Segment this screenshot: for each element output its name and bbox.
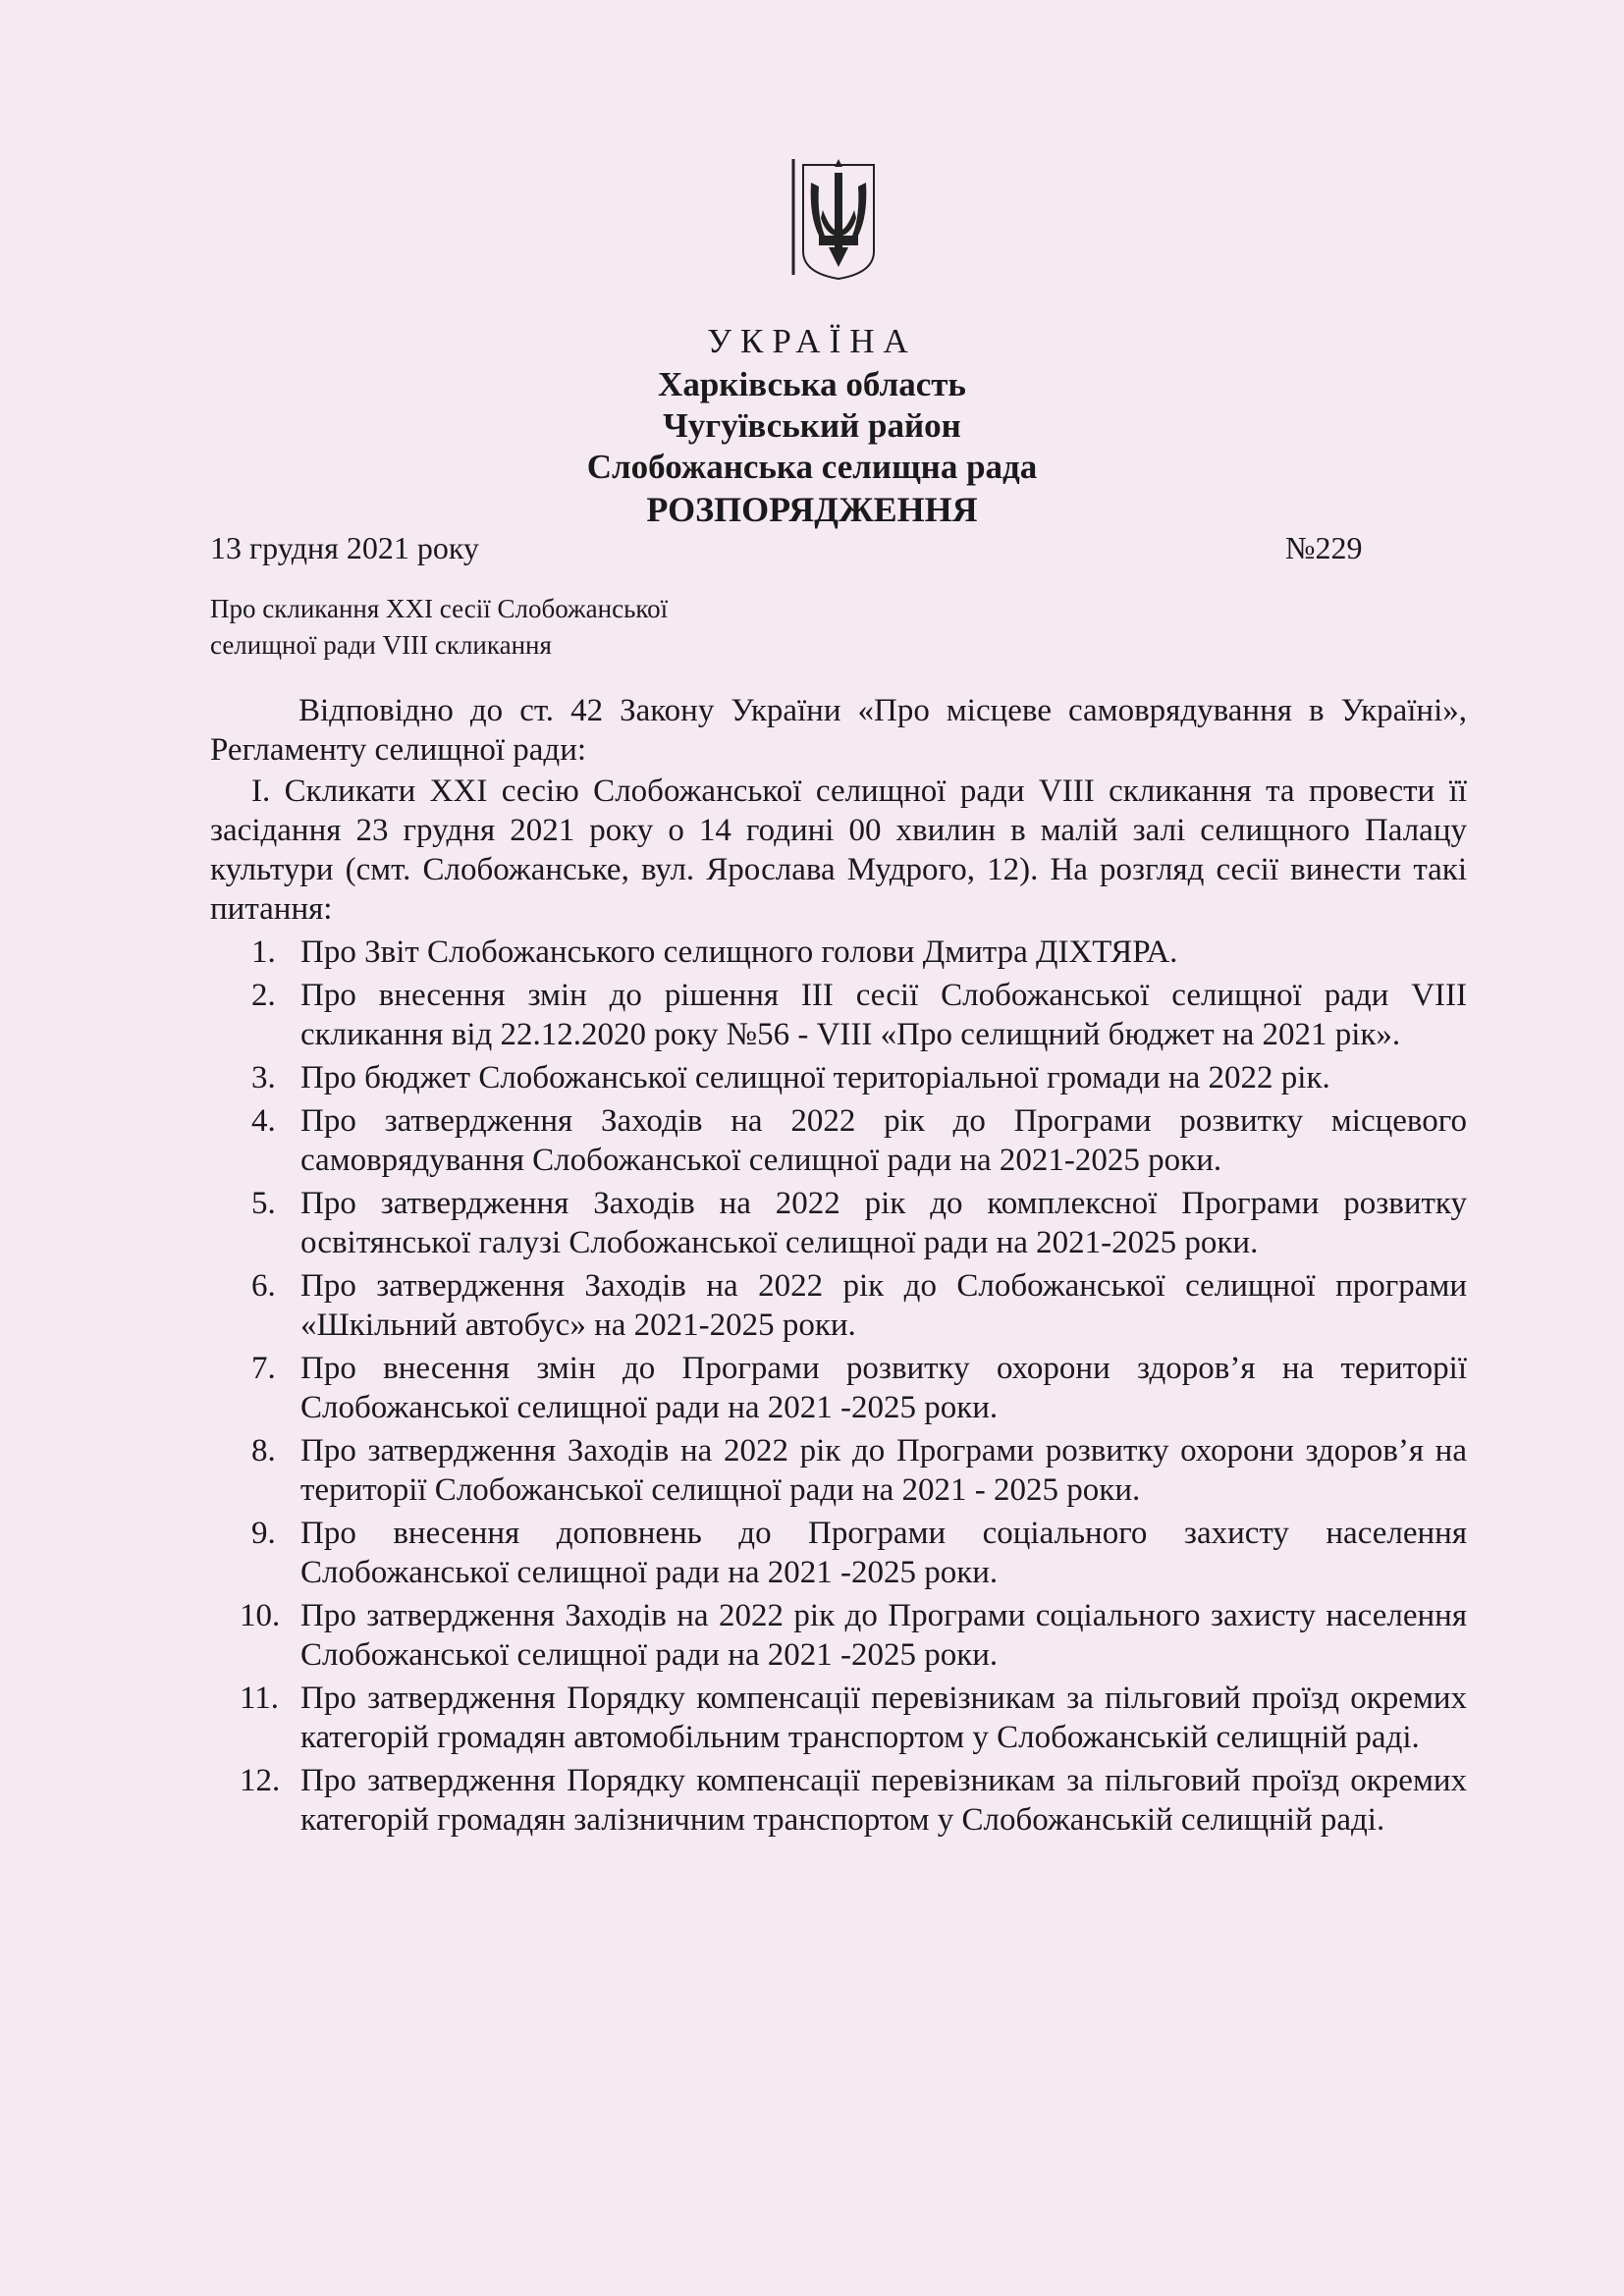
agenda-item-number: 5.	[251, 1186, 276, 1221]
agenda-item	[210, 1596, 1467, 1675]
agenda-item-number: 2.	[251, 978, 276, 1013]
subject-line: Про скликання XXI сесії Слобожанської	[210, 594, 669, 623]
country-heading: УКРАЇНА	[707, 322, 917, 360]
agenda-item-text: Про затвердження Заходів на 2022 рік до Слобожанської селищної програми «Шкільний автобус» на 2021-2025 роки.	[300, 1268, 1467, 1343]
agenda-item	[210, 1349, 1467, 1427]
agenda-item-number: 1.	[251, 934, 276, 970]
agenda-item-number: 9.	[251, 1516, 276, 1551]
agenda-item-text: Про бюджет Слобожанської селищної територіальної громади на 2022 рік.	[300, 1060, 1330, 1095]
council-heading: Слобожанська селищна рада	[586, 448, 1038, 486]
agenda-item-number: 10.	[240, 1598, 281, 1633]
trident-emblem-icon	[789, 157, 888, 283]
agenda-item-text: Про затвердження Порядку компенсації перевізникам за пільговий проїзд окремих категорій громадян автомобільним транспортом у Слобожанській селищній раді.	[300, 1681, 1467, 1755]
raion-heading: Чугуївський район	[663, 406, 961, 445]
agenda-item	[210, 1431, 1467, 1510]
agenda-item-number: 6.	[251, 1268, 276, 1304]
agenda-item-number: 8.	[251, 1433, 276, 1468]
agenda-item	[210, 1266, 1467, 1345]
agenda-item	[210, 976, 1467, 1054]
document-subject	[210, 591, 956, 664]
agenda-item	[210, 1101, 1467, 1180]
agenda-list	[210, 933, 1467, 1840]
document-number: №229	[1285, 530, 1363, 565]
agenda-item-text: Про затвердження Заходів на 2022 рік до комплексної Програми розвитку освітянської галузі Слобожанської селищної ради на 2021-2025 роки.	[300, 1186, 1467, 1260]
oblast-heading: Харківська область	[658, 365, 966, 403]
agenda-item-text: Про затвердження Порядку компенсації перевізникам за пільговий проїзд окремих категорій громадян залізничним транспортом у Слобожанській селищній раді.	[300, 1763, 1467, 1838]
agenda-item	[210, 1679, 1467, 1757]
agenda-item-text: Про внесення доповнень до Програми соціального захисту населення Слобожанської селищної ради на 2021 -2025 роки.	[300, 1516, 1467, 1590]
document-body	[210, 691, 1467, 1840]
agenda-item	[210, 1184, 1467, 1262]
agenda-item	[210, 933, 1467, 972]
agenda-item-text: Про внесення змін до рішення III сесії Слобожанської селищної ради VIII скликання від 22.12.2020 року №56 - VIII «Про селищний бюджет на 2021 рік».	[300, 978, 1467, 1052]
clause-paragraph: I. Скликати XXI сесію Слобожанської селищної ради VIII скликання та провести її засідання 23 грудня 2021 року о 14 годині 00 хвилин в малій залі селищного Палацу культури (смт. Слобожанське, вул. Ярослава Мудрого, 12). На розгляд сесії винести такі питання:	[210, 774, 1467, 927]
agenda-item	[210, 1761, 1467, 1840]
document-date: 13 грудня 2021 року	[210, 530, 479, 565]
agenda-item-number: 11.	[240, 1681, 280, 1716]
agenda-item-text: Про затвердження Заходів на 2022 рік до Програми розвитку охорони здоров’я на території Слобожанської селищної ради на 2021 - 2025 роки.	[300, 1433, 1467, 1508]
agenda-item-text: Про Звіт Слобожанського селищного голови Дмитра ДІХТЯРА.	[300, 934, 1178, 970]
agenda-item-text: Про внесення змін до Програми розвитку охорони здоров’я на території Слобожанської селищної ради на 2021 -2025 роки.	[300, 1351, 1467, 1425]
agenda-item-number: 3.	[251, 1060, 276, 1095]
agenda-item-text: Про затвердження Заходів на 2022 рік до Програми соціального захисту населення Слобожанської селищної ради на 2021 -2025 роки.	[300, 1598, 1467, 1673]
subject-line: селищної ради VIII скликання	[210, 630, 552, 660]
intro-paragraph: Відповідно до ст. 42 Закону України «Про місцеве самоврядування в Україні», Регламенту селищної ради:	[210, 693, 1467, 768]
agenda-item	[210, 1514, 1467, 1592]
agenda-item-number: 12.	[240, 1763, 281, 1798]
agenda-item-number: 4.	[251, 1103, 276, 1139]
agenda-item-text: Про затвердження Заходів на 2022 рік до Програми розвитку місцевого самоврядування Слобожанської селищної ради на 2021-2025 роки.	[300, 1103, 1467, 1178]
agenda-item	[210, 1058, 1467, 1097]
document-type-heading: РОЗПОРЯДЖЕННЯ	[646, 490, 978, 529]
agenda-item-number: 7.	[251, 1351, 276, 1386]
